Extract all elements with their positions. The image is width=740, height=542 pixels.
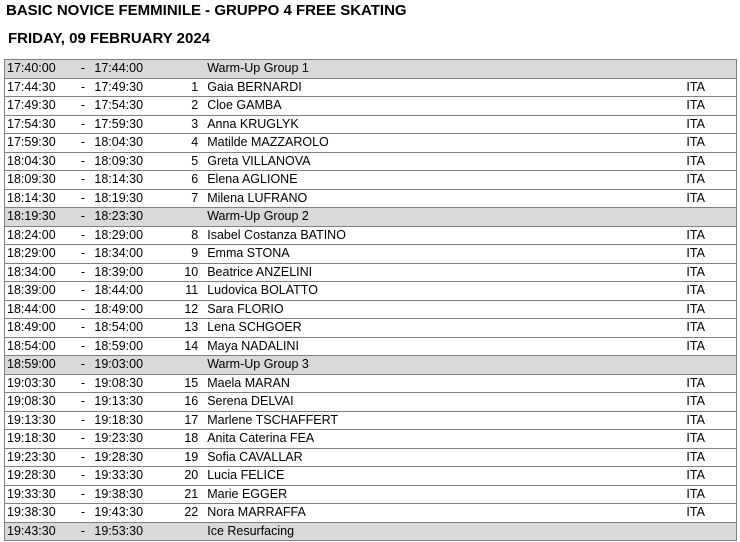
entry-name: Milena LUFRANO	[207, 189, 686, 208]
start-number: 11	[158, 282, 207, 301]
schedule-row	[4, 430, 737, 449]
time-separator: -	[75, 245, 92, 264]
nation: ITA	[686, 189, 737, 208]
time-separator: -	[75, 134, 92, 153]
nation: ITA	[686, 171, 737, 190]
start-number	[158, 522, 207, 541]
nation: ITA	[686, 300, 737, 319]
start-time: 17:54:30	[4, 115, 75, 134]
time-separator: -	[75, 504, 92, 523]
entry-name: Nora MARRAFFA	[207, 504, 686, 523]
time-separator: -	[75, 374, 92, 393]
table-border-right	[736, 59, 737, 540]
start-number: 21	[158, 485, 207, 504]
start-time: 17:59:30	[4, 134, 75, 153]
end-time: 19:18:30	[91, 411, 157, 430]
schedule-row	[4, 374, 737, 393]
entry-name: Marie EGGER	[207, 485, 686, 504]
nation	[686, 60, 737, 79]
start-number: 4	[158, 134, 207, 153]
start-number: 5	[158, 152, 207, 171]
schedule-row	[4, 448, 737, 467]
page-title: BASIC NOVICE FEMMINILE - GRUPPO 4 FREE SKATING	[6, 2, 407, 19]
entry-name: Sara FLORIO	[207, 300, 686, 319]
end-time: 18:59:00	[91, 337, 157, 356]
schedule-date: FRIDAY, 09 FEBRUARY 2024	[8, 30, 211, 47]
nation: ITA	[686, 393, 737, 412]
start-number: 6	[158, 171, 207, 190]
nation: ITA	[686, 78, 737, 97]
entry-name: Warm-Up Group 1	[207, 60, 686, 79]
table-border-left	[4, 59, 5, 540]
start-number	[158, 208, 207, 227]
schedule-row	[4, 134, 737, 153]
start-time: 19:03:30	[4, 374, 75, 393]
time-separator: -	[75, 319, 92, 338]
nation: ITA	[686, 245, 737, 264]
start-number	[158, 60, 207, 79]
end-time: 18:29:00	[91, 226, 157, 245]
end-time: 19:08:30	[91, 374, 157, 393]
end-time: 17:59:30	[91, 115, 157, 134]
entry-name: Ludovica BOLATTO	[207, 282, 686, 301]
time-separator: -	[75, 282, 92, 301]
schedule-row	[4, 263, 737, 282]
nation: ITA	[686, 467, 737, 486]
start-time: 18:54:00	[4, 337, 75, 356]
entry-name: Sofia CAVALLAR	[207, 448, 686, 467]
start-number: 19	[158, 448, 207, 467]
schedule-body	[4, 60, 737, 541]
entry-name: Gaia BERNARDI	[207, 78, 686, 97]
end-time: 18:34:00	[91, 245, 157, 264]
schedule-row	[4, 337, 737, 356]
time-separator: -	[75, 300, 92, 319]
start-time: 19:23:30	[4, 448, 75, 467]
start-number: 12	[158, 300, 207, 319]
start-time: 18:49:00	[4, 319, 75, 338]
time-separator: -	[75, 448, 92, 467]
nation: ITA	[686, 134, 737, 153]
start-time: 18:09:30	[4, 171, 75, 190]
entry-name: Isabel Costanza BATINO	[207, 226, 686, 245]
nation	[686, 522, 737, 541]
time-separator: -	[75, 337, 92, 356]
entry-name: Anita Caterina FEA	[207, 430, 686, 449]
time-separator: -	[75, 485, 92, 504]
schedule-row	[4, 189, 737, 208]
start-number: 22	[158, 504, 207, 523]
start-time: 19:38:30	[4, 504, 75, 523]
start-number: 2	[158, 97, 207, 116]
schedule-row-break	[4, 522, 737, 541]
time-separator: -	[75, 97, 92, 116]
end-time: 18:44:00	[91, 282, 157, 301]
entry-name: Serena DELVAI	[207, 393, 686, 412]
end-time: 19:53:30	[91, 522, 157, 541]
nation: ITA	[686, 448, 737, 467]
schedule-row	[4, 300, 737, 319]
schedule-row-break	[4, 356, 737, 375]
nation: ITA	[686, 319, 737, 338]
start-time: 17:49:30	[4, 97, 75, 116]
start-time: 18:59:00	[4, 356, 75, 375]
schedule-row	[4, 152, 737, 171]
schedule-row-break	[4, 60, 737, 79]
schedule-row	[4, 504, 737, 523]
end-time: 19:33:30	[91, 467, 157, 486]
entry-name: Warm-Up Group 3	[207, 356, 686, 375]
schedule-row	[4, 282, 737, 301]
end-time: 19:13:30	[91, 393, 157, 412]
entry-name: Maya NADALINI	[207, 337, 686, 356]
time-separator: -	[75, 152, 92, 171]
start-time: 18:24:00	[4, 226, 75, 245]
schedule-row	[4, 97, 737, 116]
time-separator: -	[75, 522, 92, 541]
start-number: 8	[158, 226, 207, 245]
end-time: 19:03:00	[91, 356, 157, 375]
start-number: 16	[158, 393, 207, 412]
end-time: 17:44:00	[91, 60, 157, 79]
schedule-row	[4, 245, 737, 264]
start-time: 19:13:30	[4, 411, 75, 430]
end-time: 19:38:30	[91, 485, 157, 504]
start-time: 19:08:30	[4, 393, 75, 412]
time-separator: -	[75, 78, 92, 97]
entry-name: Warm-Up Group 2	[207, 208, 686, 227]
start-number: 1	[158, 78, 207, 97]
end-time: 18:49:00	[91, 300, 157, 319]
entry-name: Beatrice ANZELINI	[207, 263, 686, 282]
end-time: 18:19:30	[91, 189, 157, 208]
schedule-table	[4, 59, 737, 541]
entry-name: Marlene TSCHAFFERT	[207, 411, 686, 430]
time-separator: -	[75, 411, 92, 430]
entry-name: Anna KRUGLYK	[207, 115, 686, 134]
schedule-row	[4, 485, 737, 504]
end-time: 18:04:30	[91, 134, 157, 153]
schedule-row	[4, 467, 737, 486]
end-time: 17:54:30	[91, 97, 157, 116]
start-number: 13	[158, 319, 207, 338]
entry-name: Greta VILLANOVA	[207, 152, 686, 171]
time-separator: -	[75, 467, 92, 486]
nation: ITA	[686, 504, 737, 523]
nation: ITA	[686, 97, 737, 116]
entry-name: Emma STONA	[207, 245, 686, 264]
entry-name: Matilde MAZZAROLO	[207, 134, 686, 153]
schedule-row	[4, 78, 737, 97]
end-time: 19:23:30	[91, 430, 157, 449]
end-time: 18:39:00	[91, 263, 157, 282]
start-time: 19:33:30	[4, 485, 75, 504]
end-time: 18:14:30	[91, 171, 157, 190]
schedule-row	[4, 171, 737, 190]
start-time: 19:18:30	[4, 430, 75, 449]
time-separator: -	[75, 393, 92, 412]
start-time: 19:28:30	[4, 467, 75, 486]
nation: ITA	[686, 282, 737, 301]
start-number: 20	[158, 467, 207, 486]
start-number: 9	[158, 245, 207, 264]
start-number: 7	[158, 189, 207, 208]
nation: ITA	[686, 430, 737, 449]
start-time: 18:44:00	[4, 300, 75, 319]
time-separator: -	[75, 356, 92, 375]
start-time: 18:14:30	[4, 189, 75, 208]
nation: ITA	[686, 485, 737, 504]
nation: ITA	[686, 115, 737, 134]
time-separator: -	[75, 430, 92, 449]
time-separator: -	[75, 115, 92, 134]
start-number	[158, 356, 207, 375]
nation: ITA	[686, 152, 737, 171]
start-number: 18	[158, 430, 207, 449]
end-time: 19:28:30	[91, 448, 157, 467]
schedule-row	[4, 115, 737, 134]
end-time: 18:23:30	[91, 208, 157, 227]
start-time: 19:43:30	[4, 522, 75, 541]
nation: ITA	[686, 263, 737, 282]
schedule-row-break	[4, 208, 737, 227]
entry-name: Maela MARAN	[207, 374, 686, 393]
entry-name: Elena AGLIONE	[207, 171, 686, 190]
nation	[686, 356, 737, 375]
nation: ITA	[686, 226, 737, 245]
start-number: 17	[158, 411, 207, 430]
schedule-row	[4, 319, 737, 338]
time-separator: -	[75, 60, 92, 79]
time-separator: -	[75, 263, 92, 282]
nation: ITA	[686, 337, 737, 356]
time-separator: -	[75, 171, 92, 190]
start-time: 17:44:30	[4, 78, 75, 97]
entry-name: Lena SCHGOER	[207, 319, 686, 338]
end-time: 17:49:30	[91, 78, 157, 97]
entry-name: Lucia FELICE	[207, 467, 686, 486]
end-time: 18:54:00	[91, 319, 157, 338]
start-time: 18:29:00	[4, 245, 75, 264]
entry-name: Cloe GAMBA	[207, 97, 686, 116]
start-number: 10	[158, 263, 207, 282]
start-number: 15	[158, 374, 207, 393]
nation	[686, 208, 737, 227]
end-time: 18:09:30	[91, 152, 157, 171]
nation: ITA	[686, 411, 737, 430]
start-time: 18:19:30	[4, 208, 75, 227]
start-time: 18:39:00	[4, 282, 75, 301]
start-time: 17:40:00	[4, 60, 75, 79]
schedule-row	[4, 411, 737, 430]
nation: ITA	[686, 374, 737, 393]
start-time: 18:34:00	[4, 263, 75, 282]
time-separator: -	[75, 226, 92, 245]
schedule-row	[4, 226, 737, 245]
entry-name: Ice Resurfacing	[207, 522, 686, 541]
start-number: 14	[158, 337, 207, 356]
start-time: 18:04:30	[4, 152, 75, 171]
start-number: 3	[158, 115, 207, 134]
end-time: 19:43:30	[91, 504, 157, 523]
schedule-row	[4, 393, 737, 412]
time-separator: -	[75, 189, 92, 208]
time-separator: -	[75, 208, 92, 227]
